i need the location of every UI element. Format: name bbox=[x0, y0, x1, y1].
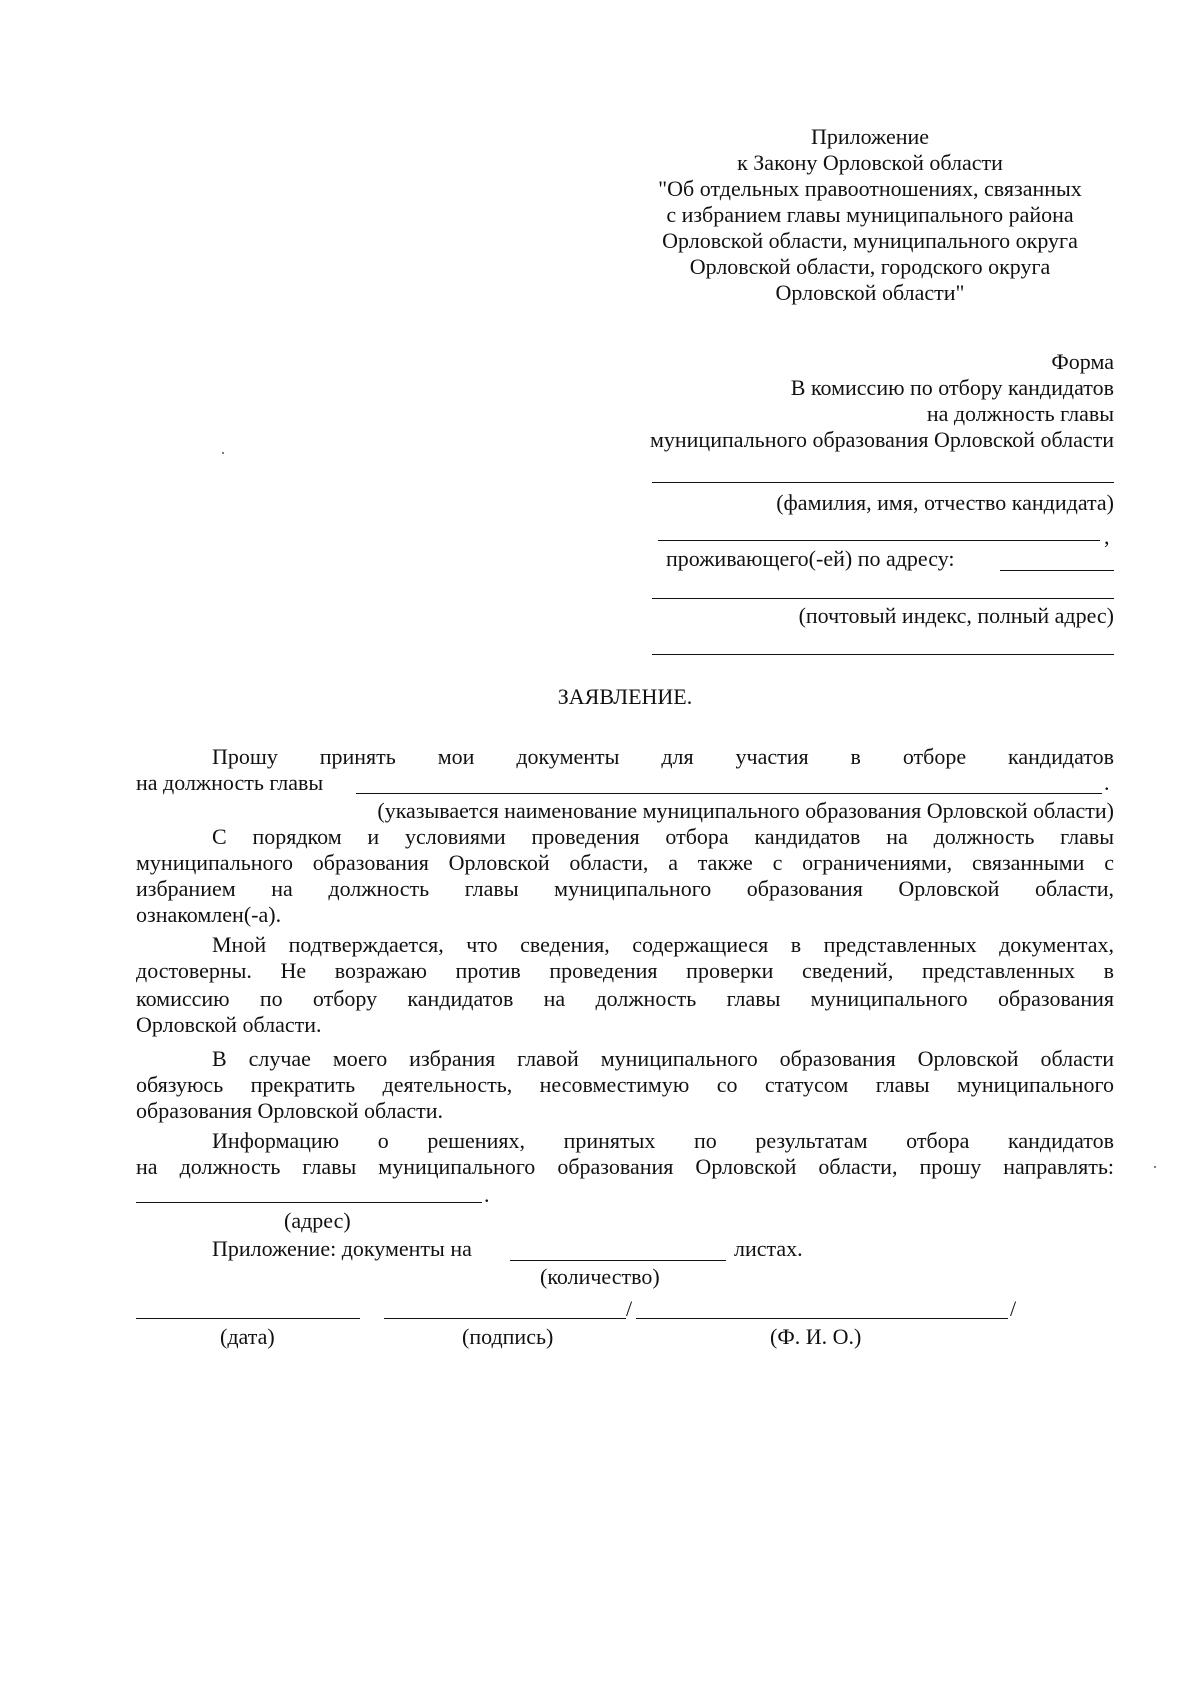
period: . bbox=[1104, 770, 1110, 795]
body-line: Прошу принять мои документы для участия в отборе кандидатов bbox=[212, 744, 1114, 769]
appendix-line: Орловской области, муниципального округа bbox=[662, 228, 1078, 253]
address-caption: (почтовый индекс, полный адрес) bbox=[798, 603, 1114, 628]
quantity-caption: (количество) bbox=[540, 1264, 660, 1289]
signature-blank-line[interactable] bbox=[384, 1318, 626, 1319]
attachment-label: Приложение: документы на bbox=[212, 1236, 472, 1261]
fio-blank-line[interactable] bbox=[652, 482, 1114, 483]
addressee-line: В комиссию по отбору кандидатов bbox=[790, 375, 1114, 400]
fio-continuation-line[interactable] bbox=[658, 540, 1100, 541]
appendix-line: к Закону Орловской области bbox=[737, 150, 1003, 175]
body-line: Мной подтверждается, что сведения, содержащиеся в представленных документах, bbox=[212, 932, 1114, 957]
address-caption: (адрес) bbox=[284, 1208, 351, 1233]
form-label: Форма bbox=[1051, 349, 1114, 374]
body-line: обязуюсь прекратить деятельность, несовместимую со статусом главы муниципального bbox=[136, 1072, 1114, 1097]
body-line: на должность главы муниципального образования Орловской области, прошу направлять: bbox=[136, 1154, 1114, 1179]
scan-speck bbox=[222, 452, 224, 454]
appendix-line: с избранием главы муниципального района bbox=[666, 202, 1074, 227]
residing-label: проживающего(-ей) по адресу: bbox=[666, 546, 955, 571]
appendix-line: Приложение bbox=[810, 124, 930, 149]
slash: / bbox=[626, 1296, 633, 1321]
scan-speck bbox=[1154, 1166, 1156, 1168]
address-blank-line-2[interactable] bbox=[652, 654, 1114, 655]
body-line: ознакомлен(-а). bbox=[136, 902, 282, 927]
appendix-header bbox=[600, 124, 1140, 306]
slash: / bbox=[1010, 1296, 1017, 1321]
quantity-blank-line[interactable] bbox=[510, 1260, 726, 1261]
body-line: В случае моего избрания главой муниципального образования Орловской области bbox=[212, 1046, 1114, 1071]
fio-caption: (фамилия, имя, отчество кандидата) bbox=[776, 490, 1114, 515]
appendix-line: "Об отдельных правоотношениях, связанных bbox=[658, 176, 1082, 201]
body-line: С порядком и условиями проведения отбора кандидатов на должность главы bbox=[212, 824, 1114, 849]
municipality-blank-line[interactable] bbox=[356, 793, 1102, 794]
body-line: достоверны. Не возражаю против проведения проверки сведений, представленных в bbox=[136, 958, 1114, 983]
comma: , bbox=[1104, 524, 1110, 549]
period: . bbox=[484, 1182, 490, 1207]
body-line: избранием на должность главы муниципального образования Орловской области, bbox=[136, 876, 1114, 901]
fio-signature-blank-line[interactable] bbox=[636, 1318, 1008, 1319]
body-line: образования Орловской области. bbox=[136, 1098, 444, 1123]
appendix-line: Орловской области" bbox=[775, 280, 965, 305]
fio-signature-caption: (Ф. И. О.) bbox=[770, 1324, 862, 1349]
attachment-suffix: листах. bbox=[734, 1236, 803, 1261]
notify-address-blank-line[interactable] bbox=[136, 1202, 482, 1203]
address-blank-line[interactable] bbox=[652, 598, 1114, 599]
body-line: Орловской области. bbox=[136, 1012, 322, 1037]
signature-caption: (подпись) bbox=[462, 1324, 554, 1349]
body-line: комиссию по отбору кандидатов на должность главы муниципального образования bbox=[136, 986, 1114, 1011]
document-title: ЗАЯВЛЕНИЕ. bbox=[557, 684, 693, 709]
addressee-line: на должность главы bbox=[926, 401, 1114, 426]
municipality-caption: (указывается наименование муниципального образования Орловской области) bbox=[377, 798, 1114, 823]
residing-blank-line[interactable] bbox=[1000, 570, 1114, 571]
addressee-line: муниципального образования Орловской области bbox=[649, 427, 1114, 452]
body-line: Информацию о решениях, принятых по результатам отбора кандидатов bbox=[212, 1128, 1114, 1153]
body-line: муниципального образования Орловской области, а также с ограничениями, связанными с bbox=[136, 850, 1114, 875]
appendix-line: Орловской области, городского округа bbox=[689, 254, 1051, 279]
date-caption: (дата) bbox=[220, 1324, 275, 1349]
position-label: на должность главы bbox=[136, 770, 324, 795]
date-blank-line[interactable] bbox=[136, 1318, 360, 1319]
addressee-block bbox=[560, 349, 1114, 453]
